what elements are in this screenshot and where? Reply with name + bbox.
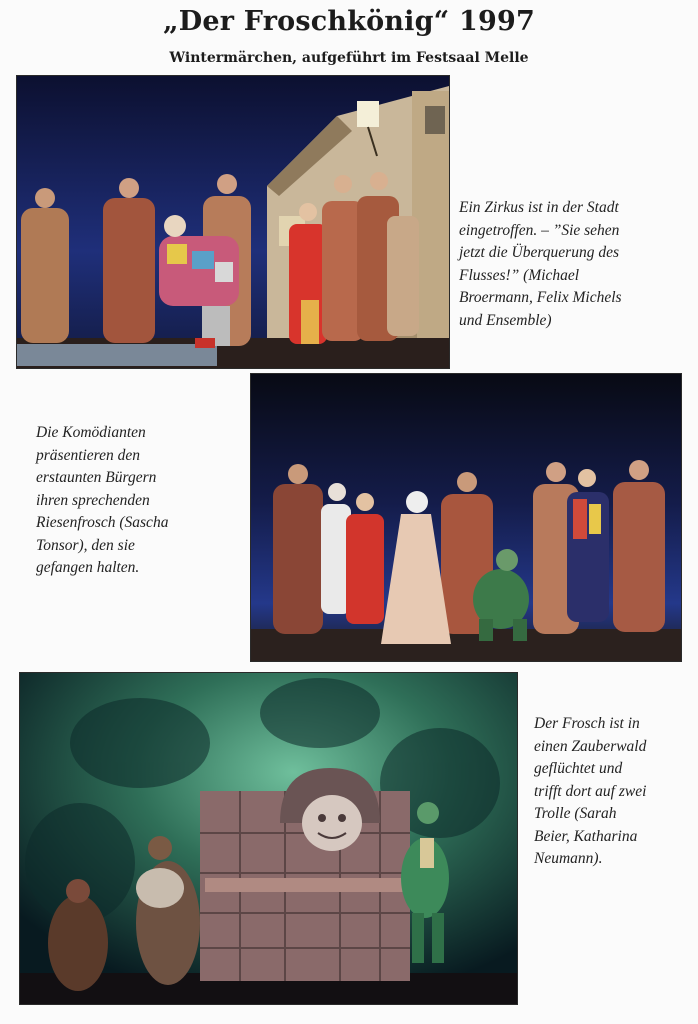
caption-line: einen Zauberwald [534,737,647,755]
caption-line: präsentieren den [36,446,141,464]
caption-line: Broermann, Felix Michels [459,289,622,306]
caption-line: eingetroffen. – ”Sie sehen [459,221,620,239]
caption-line: und Ensemble) [459,311,552,329]
page-subtitle: Wintermärchen, aufgeführt im Festsaal Melle [169,50,529,66]
caption-line: trifft dort auf zwei [534,782,647,800]
photo-frog-presentation [250,373,682,662]
caption-line: Ein Zirkus ist in der Stadt [459,199,619,216]
photo-enchanted-forest [19,672,518,1005]
caption-line: jetzt die Überquerung des [459,244,619,261]
page-title: „Der Froschkönig“ 1997 [163,6,535,37]
caption-circus [459,197,622,332]
caption-comedians [36,422,168,580]
caption-line: gefangen halten. [36,559,140,576]
caption-line: Riesenfrosch (Sascha [36,514,169,531]
caption-line: ihren sprechenden [36,491,150,509]
caption-line: Trolle (Sarah [534,805,617,822]
caption-forest [534,713,646,871]
caption-line: Der Frosch ist in [534,715,640,732]
caption-line: erstaunten Bürgern [36,469,157,486]
caption-line: geflüchtet und [534,760,623,777]
caption-line: Tonsor), den sie [36,536,135,554]
caption-line: Flusses!” (Michael [459,266,580,284]
caption-line: Die Komödianten [36,424,146,441]
photo-circus-scene [16,75,450,369]
caption-line: Neumann). [534,850,603,867]
caption-line: Beier, Katharina [534,827,638,845]
